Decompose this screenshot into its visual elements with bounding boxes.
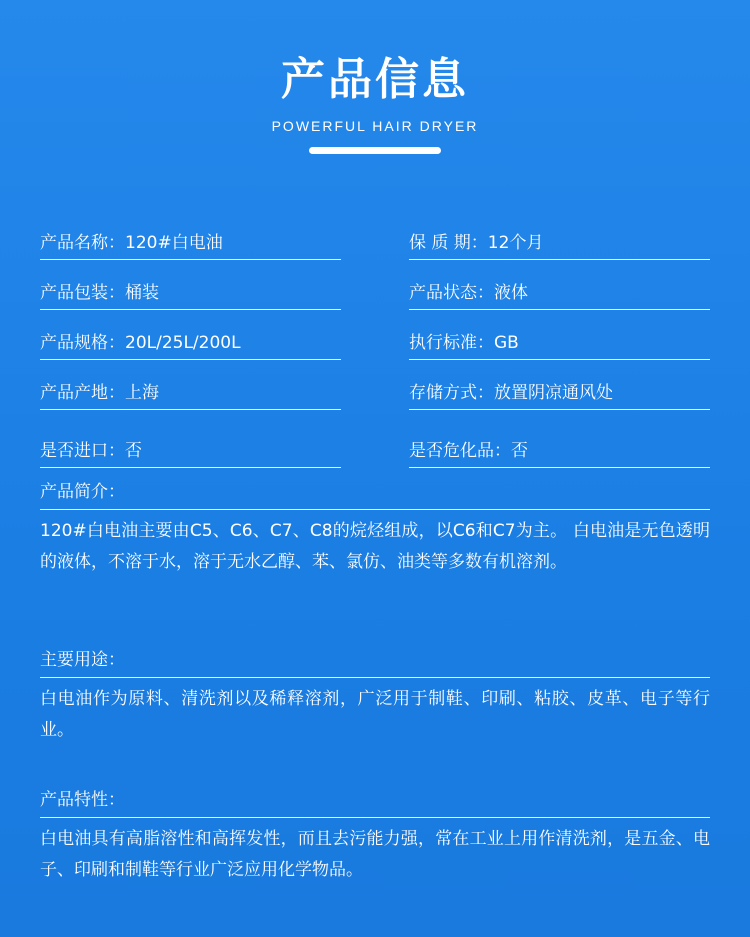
spec-row <box>40 310 710 360</box>
spec-cell-shelf-life <box>409 210 710 260</box>
spec-cell-size <box>40 310 341 360</box>
spec-cell-hazardous <box>409 410 710 468</box>
spec-hazardous: 是否危化品：否 <box>409 441 528 461</box>
spec-cell-state <box>409 260 710 310</box>
spec-row <box>40 260 710 310</box>
section-intro <box>40 477 710 578</box>
section-features <box>40 785 710 886</box>
section-usage <box>40 645 710 746</box>
section-body-features: 白电油具有高脂溶性和高挥发性，而且去污能力强，常在工业上用作清洗剂，是五金、电子、印刷和制鞋等行业广泛应用化学物品。 <box>40 829 710 880</box>
spec-shelf-life: 保 质 期：12个月 <box>409 233 544 253</box>
section-body-usage: 白电油作为原料、清洗剂以及稀释溶剂，广泛用于制鞋、印刷、粘胶、皮革、电子等行业。 <box>40 689 710 740</box>
spec-row <box>40 360 710 410</box>
page-header <box>0 50 750 154</box>
spec-cell-standard <box>409 310 710 360</box>
spec-standard: 执行标准：GB <box>409 333 519 353</box>
section-heading-intro: 产品简介： <box>40 477 710 510</box>
section-heading-usage: 主要用途： <box>40 645 710 678</box>
spec-storage: 存储方式：放置阴凉通风处 <box>409 383 613 403</box>
page-subtitle: POWERFUL HAIR DRYER <box>271 118 479 134</box>
spec-cell-origin <box>40 360 341 410</box>
spec-cell-storage <box>409 360 710 410</box>
spec-packaging: 产品包装：桶装 <box>40 283 159 303</box>
spec-product-name: 产品名称：120#白电油 <box>40 233 223 253</box>
spec-cell-product-name <box>40 210 341 260</box>
spec-cell-packaging <box>40 260 341 310</box>
title-underline-bar <box>309 147 441 154</box>
spec-row <box>40 410 710 468</box>
spec-imported: 是否进口：否 <box>40 441 142 461</box>
spec-size: 产品规格：20L/25L/200L <box>40 333 241 353</box>
spec-cell-imported <box>40 410 341 468</box>
page-title: 产品信息 <box>281 54 469 105</box>
section-body-intro: 120#白电油主要由C5、C6、C7、C8的烷烃组成，以C6和C7为主。 白电油是无色透明的液体，不溶于水，溶于无水乙醇、苯、氯仿、油类等多数有机溶剂。 <box>40 521 710 572</box>
spec-row <box>40 210 710 260</box>
spec-state: 产品状态：液体 <box>409 283 528 303</box>
section-heading-features: 产品特性： <box>40 785 710 818</box>
spec-table <box>40 210 710 468</box>
spec-origin: 产品产地：上海 <box>40 383 159 403</box>
